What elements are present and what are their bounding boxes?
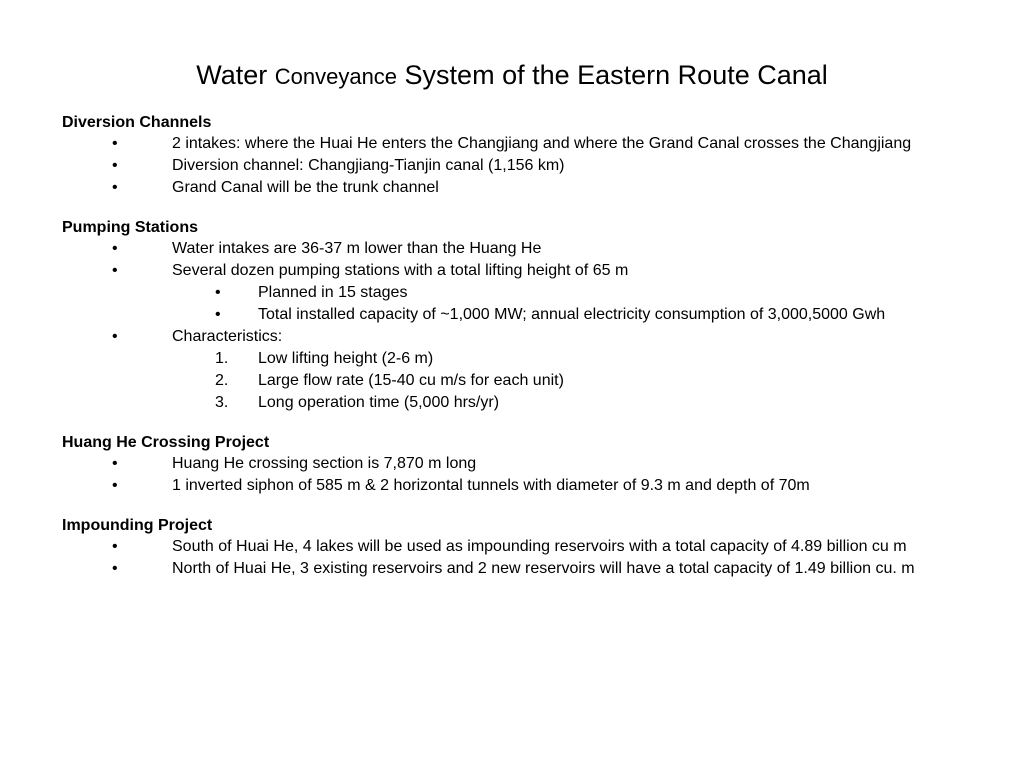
bullet-marker: •: [215, 306, 221, 323]
bullet-marker: •: [112, 157, 118, 174]
bullet-marker: •: [112, 262, 118, 279]
list-item: [62, 559, 962, 578]
section: [62, 113, 962, 197]
list-item: [62, 239, 962, 258]
bullet-marker: •: [112, 135, 118, 152]
list-item-text: Grand Canal will be the trunk channel: [172, 179, 439, 196]
bullet-marker: •: [112, 179, 118, 196]
bullet-marker: •: [112, 455, 118, 472]
bullet-marker: •: [112, 560, 118, 577]
bullet-marker: •: [112, 477, 118, 494]
list-item-text: 2 intakes: where the Huai He enters the Changjiang and where the Grand Canal crosses the Changjiang: [172, 135, 912, 152]
bullet-marker: •: [112, 538, 118, 555]
section-heading: Huang He Crossing Project: [62, 434, 270, 451]
list-item: [62, 327, 962, 346]
list-item: [62, 454, 962, 473]
section-heading: Pumping Stations: [62, 219, 198, 236]
list-item-text: South of Huai He, 4 lakes will be used as impounding reservoirs with a total capacity of 4.89 billion cu m: [172, 538, 907, 555]
list-item-text: Large flow rate (15-40 cu m/s for each unit): [258, 372, 564, 389]
section-heading: Diversion Channels: [62, 114, 212, 131]
list-number: 3.: [215, 394, 229, 411]
slide-title: [0, 58, 1024, 94]
list-item-text: Long operation time (5,000 hrs/yr): [258, 394, 500, 411]
list-item: [62, 134, 962, 153]
section-heading: Impounding Project: [62, 517, 213, 534]
list-item-text: Huang He crossing section is 7,870 m long: [172, 455, 477, 472]
sub-list-item: [62, 349, 962, 368]
sub-list-item: [62, 283, 962, 302]
title-part-1: Water: [196, 60, 275, 90]
list-item-text: Diversion channel: Changjiang-Tianjin canal (1,156 km): [172, 157, 565, 174]
list-item-text: Several dozen pumping stations with a total lifting height of 65 m: [172, 262, 629, 279]
list-item-text: Low lifting height (2-6 m): [258, 350, 434, 367]
list-number: 2.: [215, 372, 229, 389]
title-part-3: System of the Eastern Route Canal: [397, 60, 828, 90]
title-part-2: Conveyance: [274, 64, 398, 89]
list-item-text: Characteristics:: [172, 328, 283, 345]
list-item-text: 1 inverted siphon of 585 m & 2 horizontal tunnels with diameter of 9.3 m and depth of 70m: [172, 477, 810, 494]
list-item: [62, 156, 962, 175]
list-item-text: North of Huai He, 3 existing reservoirs and 2 new reservoirs will have a total capacity of 1.49 billion cu. m: [172, 560, 915, 577]
list-item-text: Planned in 15 stages: [258, 284, 408, 301]
section: [62, 516, 962, 578]
section: [62, 433, 962, 495]
bullet-marker: •: [112, 240, 118, 257]
section: [62, 218, 962, 412]
sub-list-item: [62, 393, 962, 412]
list-item: [62, 537, 962, 556]
sub-list-item: [62, 371, 962, 390]
list-item: [62, 261, 962, 280]
bullet-marker: •: [215, 284, 221, 301]
bullet-marker: •: [112, 328, 118, 345]
list-item-text: Total installed capacity of ~1,000 MW; annual electricity consumption of 3,000,5000 Gwh: [258, 306, 886, 323]
sub-list-item: [62, 305, 962, 324]
list-number: 1.: [215, 350, 229, 367]
list-item: [62, 476, 962, 495]
list-item: [62, 178, 962, 197]
list-item-text: Water intakes are 36-37 m lower than the Huang He: [172, 240, 542, 257]
slide-body: [62, 113, 962, 599]
